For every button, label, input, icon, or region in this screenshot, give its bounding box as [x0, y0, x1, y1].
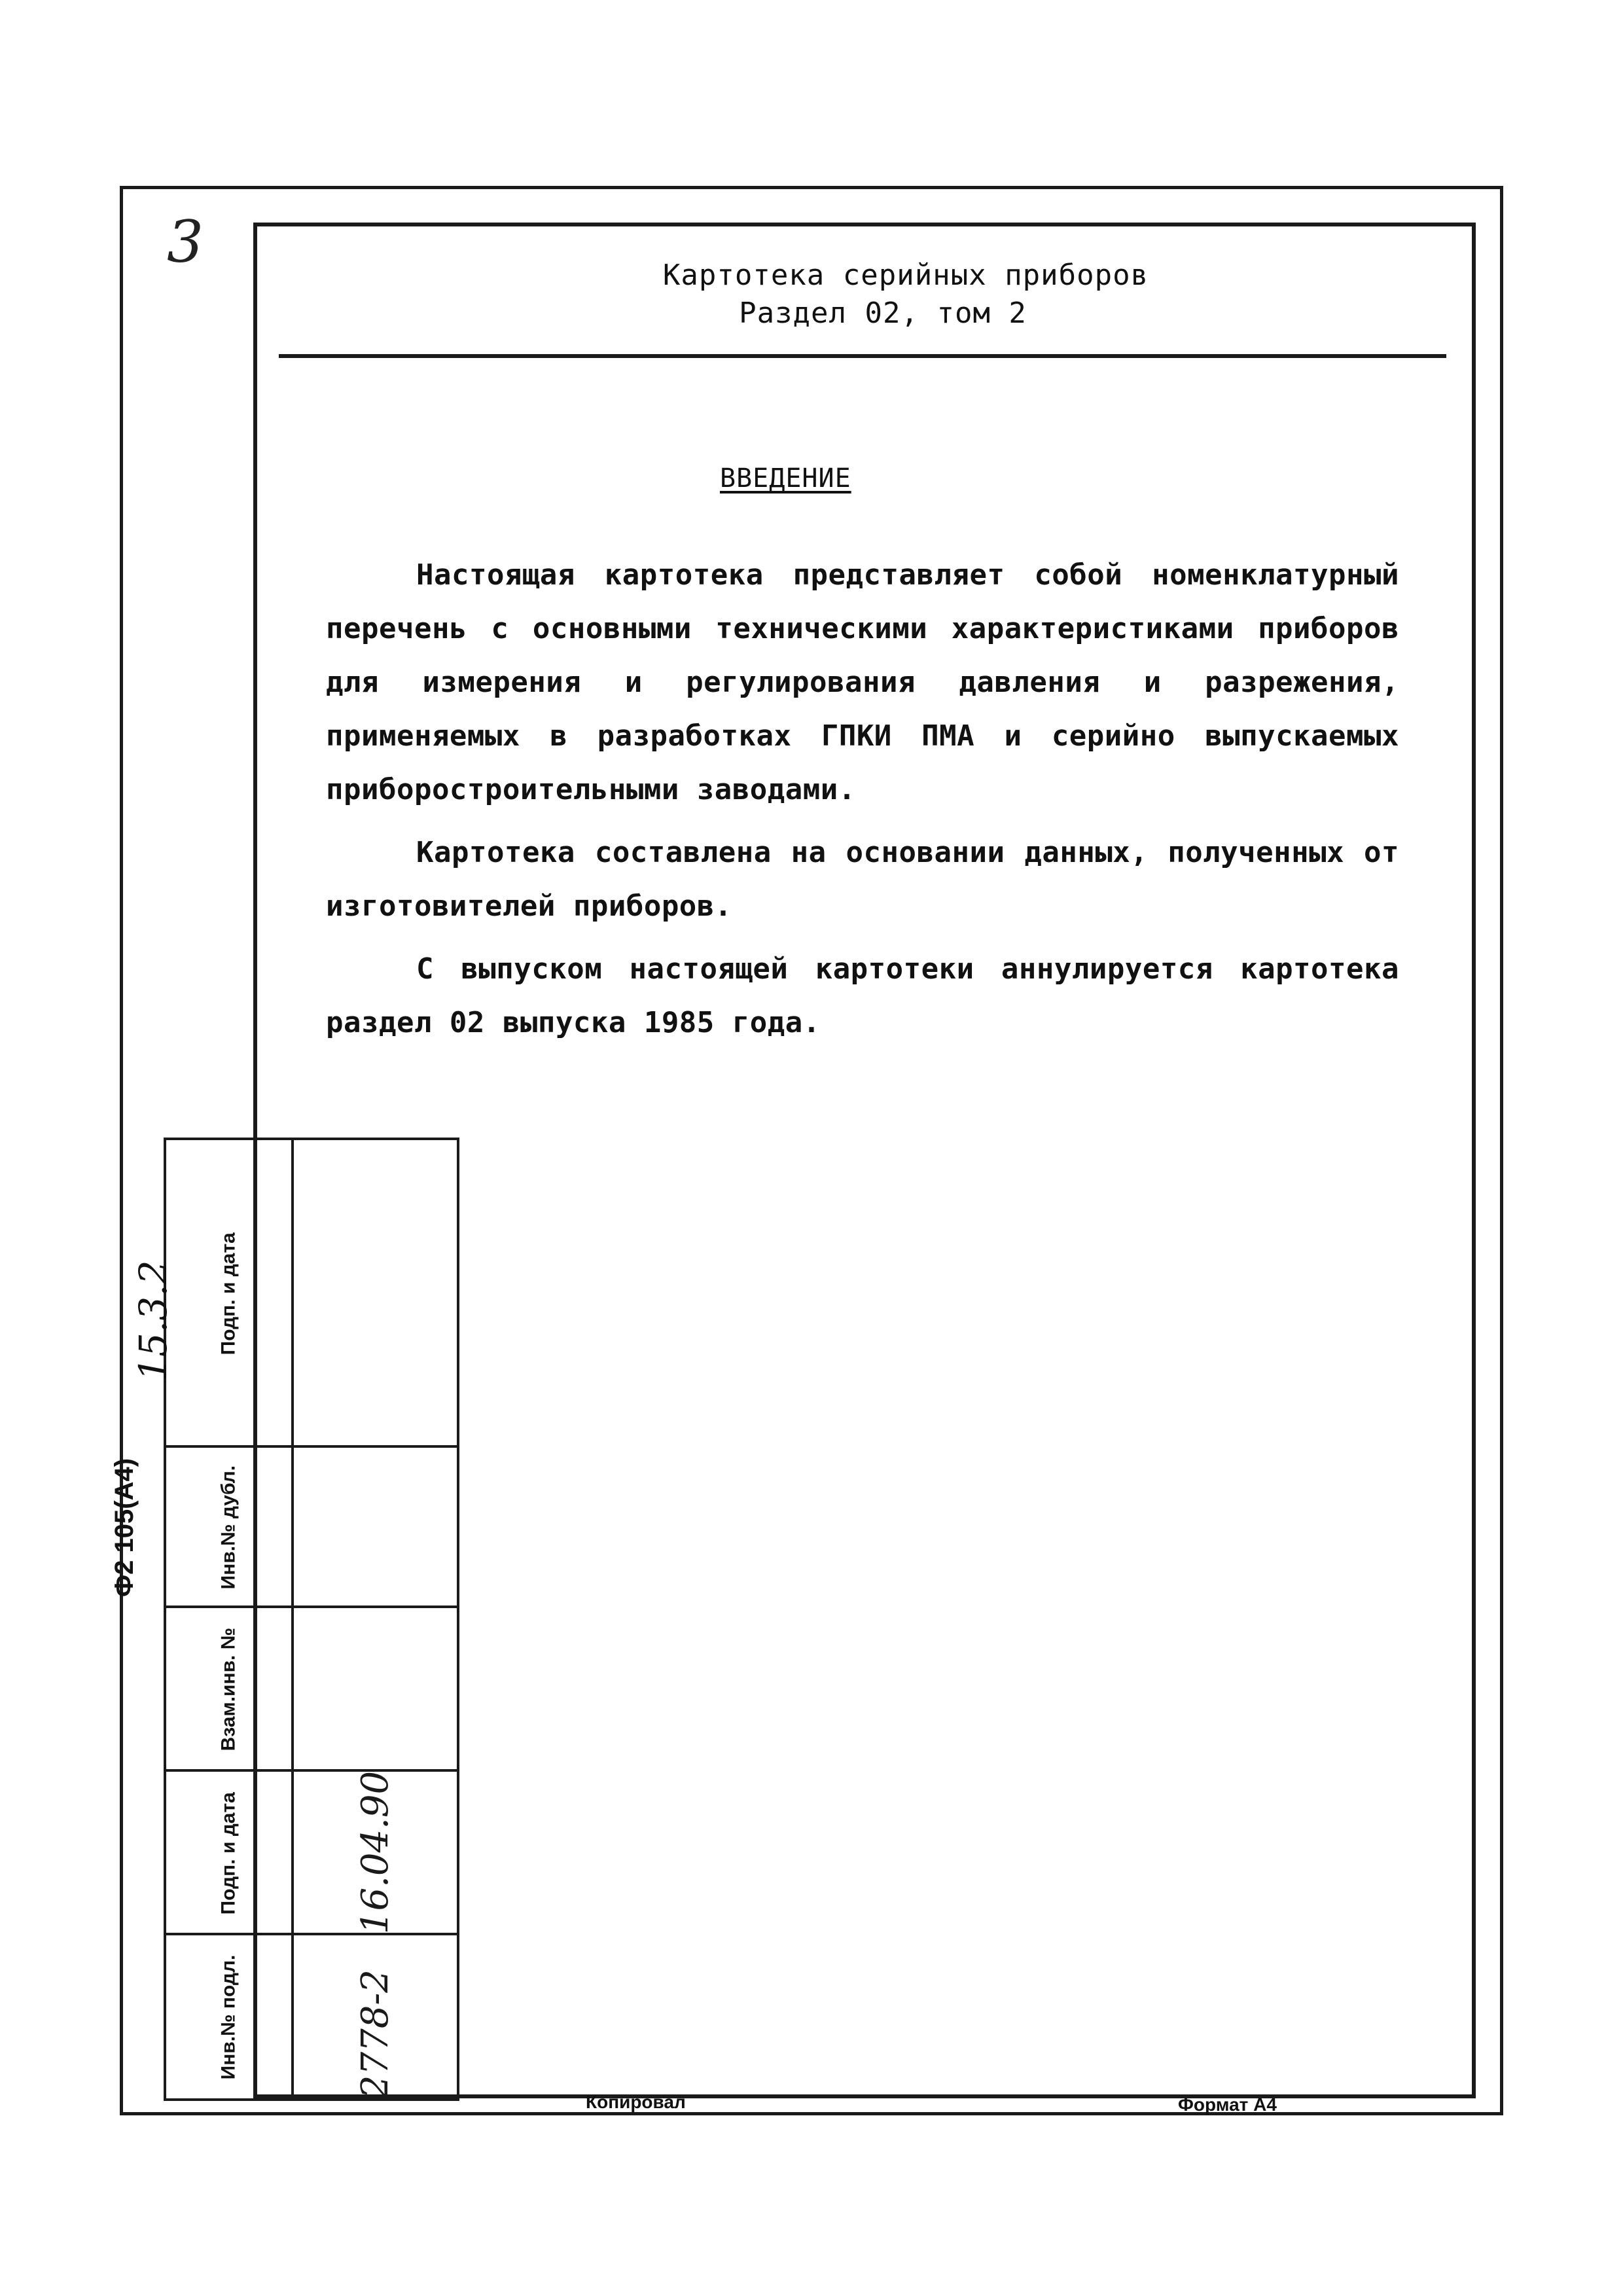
stamp-table — [164, 1138, 459, 2101]
paragraph-2: Картотека составлена на основании данных, полученных от изготовителей приборов. — [326, 836, 1399, 923]
section-title: ВВЕДЕНИЕ — [720, 463, 851, 493]
handwritten-inventory-number: 2778-2 — [353, 1969, 397, 2099]
footer-format: Формат А4 — [1178, 2094, 1277, 2115]
document-header — [257, 257, 1476, 332]
stamp-label-podp-data-1 — [165, 1770, 293, 1934]
paragraph-3: С выпуском настоящей картотеки аннулируется картотека раздел 02 выпуска 1985 года. — [326, 952, 1399, 1039]
stamp-label-vzam-inv — [165, 1607, 293, 1770]
page-number: 3 — [167, 208, 204, 276]
stamp-label: Инв.№ дубл. — [217, 1465, 240, 1589]
stamp-label-podp-data-2 — [165, 1139, 293, 1446]
paragraph-1: Настоящая картотека представляет собой номенклатурный перечень с основными техническими характеристиками приборов для измерения и регулирования давления и разрежения, применяемых в разработках ГПКИ ПМА и серийно выпускаемых приборостроительными заводами. — [326, 558, 1399, 806]
header-title: Картотека серийных приборов — [662, 259, 1149, 292]
footer-copied: Копировал — [586, 2092, 686, 2112]
stamp-value-podp-data-1 — [293, 1770, 458, 1934]
form-code: Ф2 105(А4) — [110, 1458, 139, 1597]
header-subtitle: Раздел 02, том 2 — [739, 296, 1027, 330]
stamp-value-vzam-inv — [293, 1607, 458, 1770]
stamp-value-podp-data-2 — [293, 1139, 458, 1446]
stamp-value-inv-podl — [293, 1934, 458, 2100]
handwritten-date: 16.04.90 — [353, 1770, 397, 1934]
introduction-body — [326, 548, 1399, 1059]
side-signature: 15.3.2 — [131, 1260, 175, 1381]
stamp-label-inv-dubl — [165, 1446, 293, 1607]
stamp-label: Взам.инв. № — [217, 1627, 240, 1751]
stamp-label: Подп. и дата — [217, 1792, 240, 1915]
stamp-label-inv-podl — [165, 1934, 293, 2100]
stamp-label: Инв.№ подл. — [217, 1954, 240, 2079]
stamp-label: Подп. и дата — [217, 1232, 240, 1355]
stamp-value-inv-dubl — [293, 1446, 458, 1607]
header-divider — [279, 354, 1446, 358]
stamp-block — [164, 1138, 397, 2099]
